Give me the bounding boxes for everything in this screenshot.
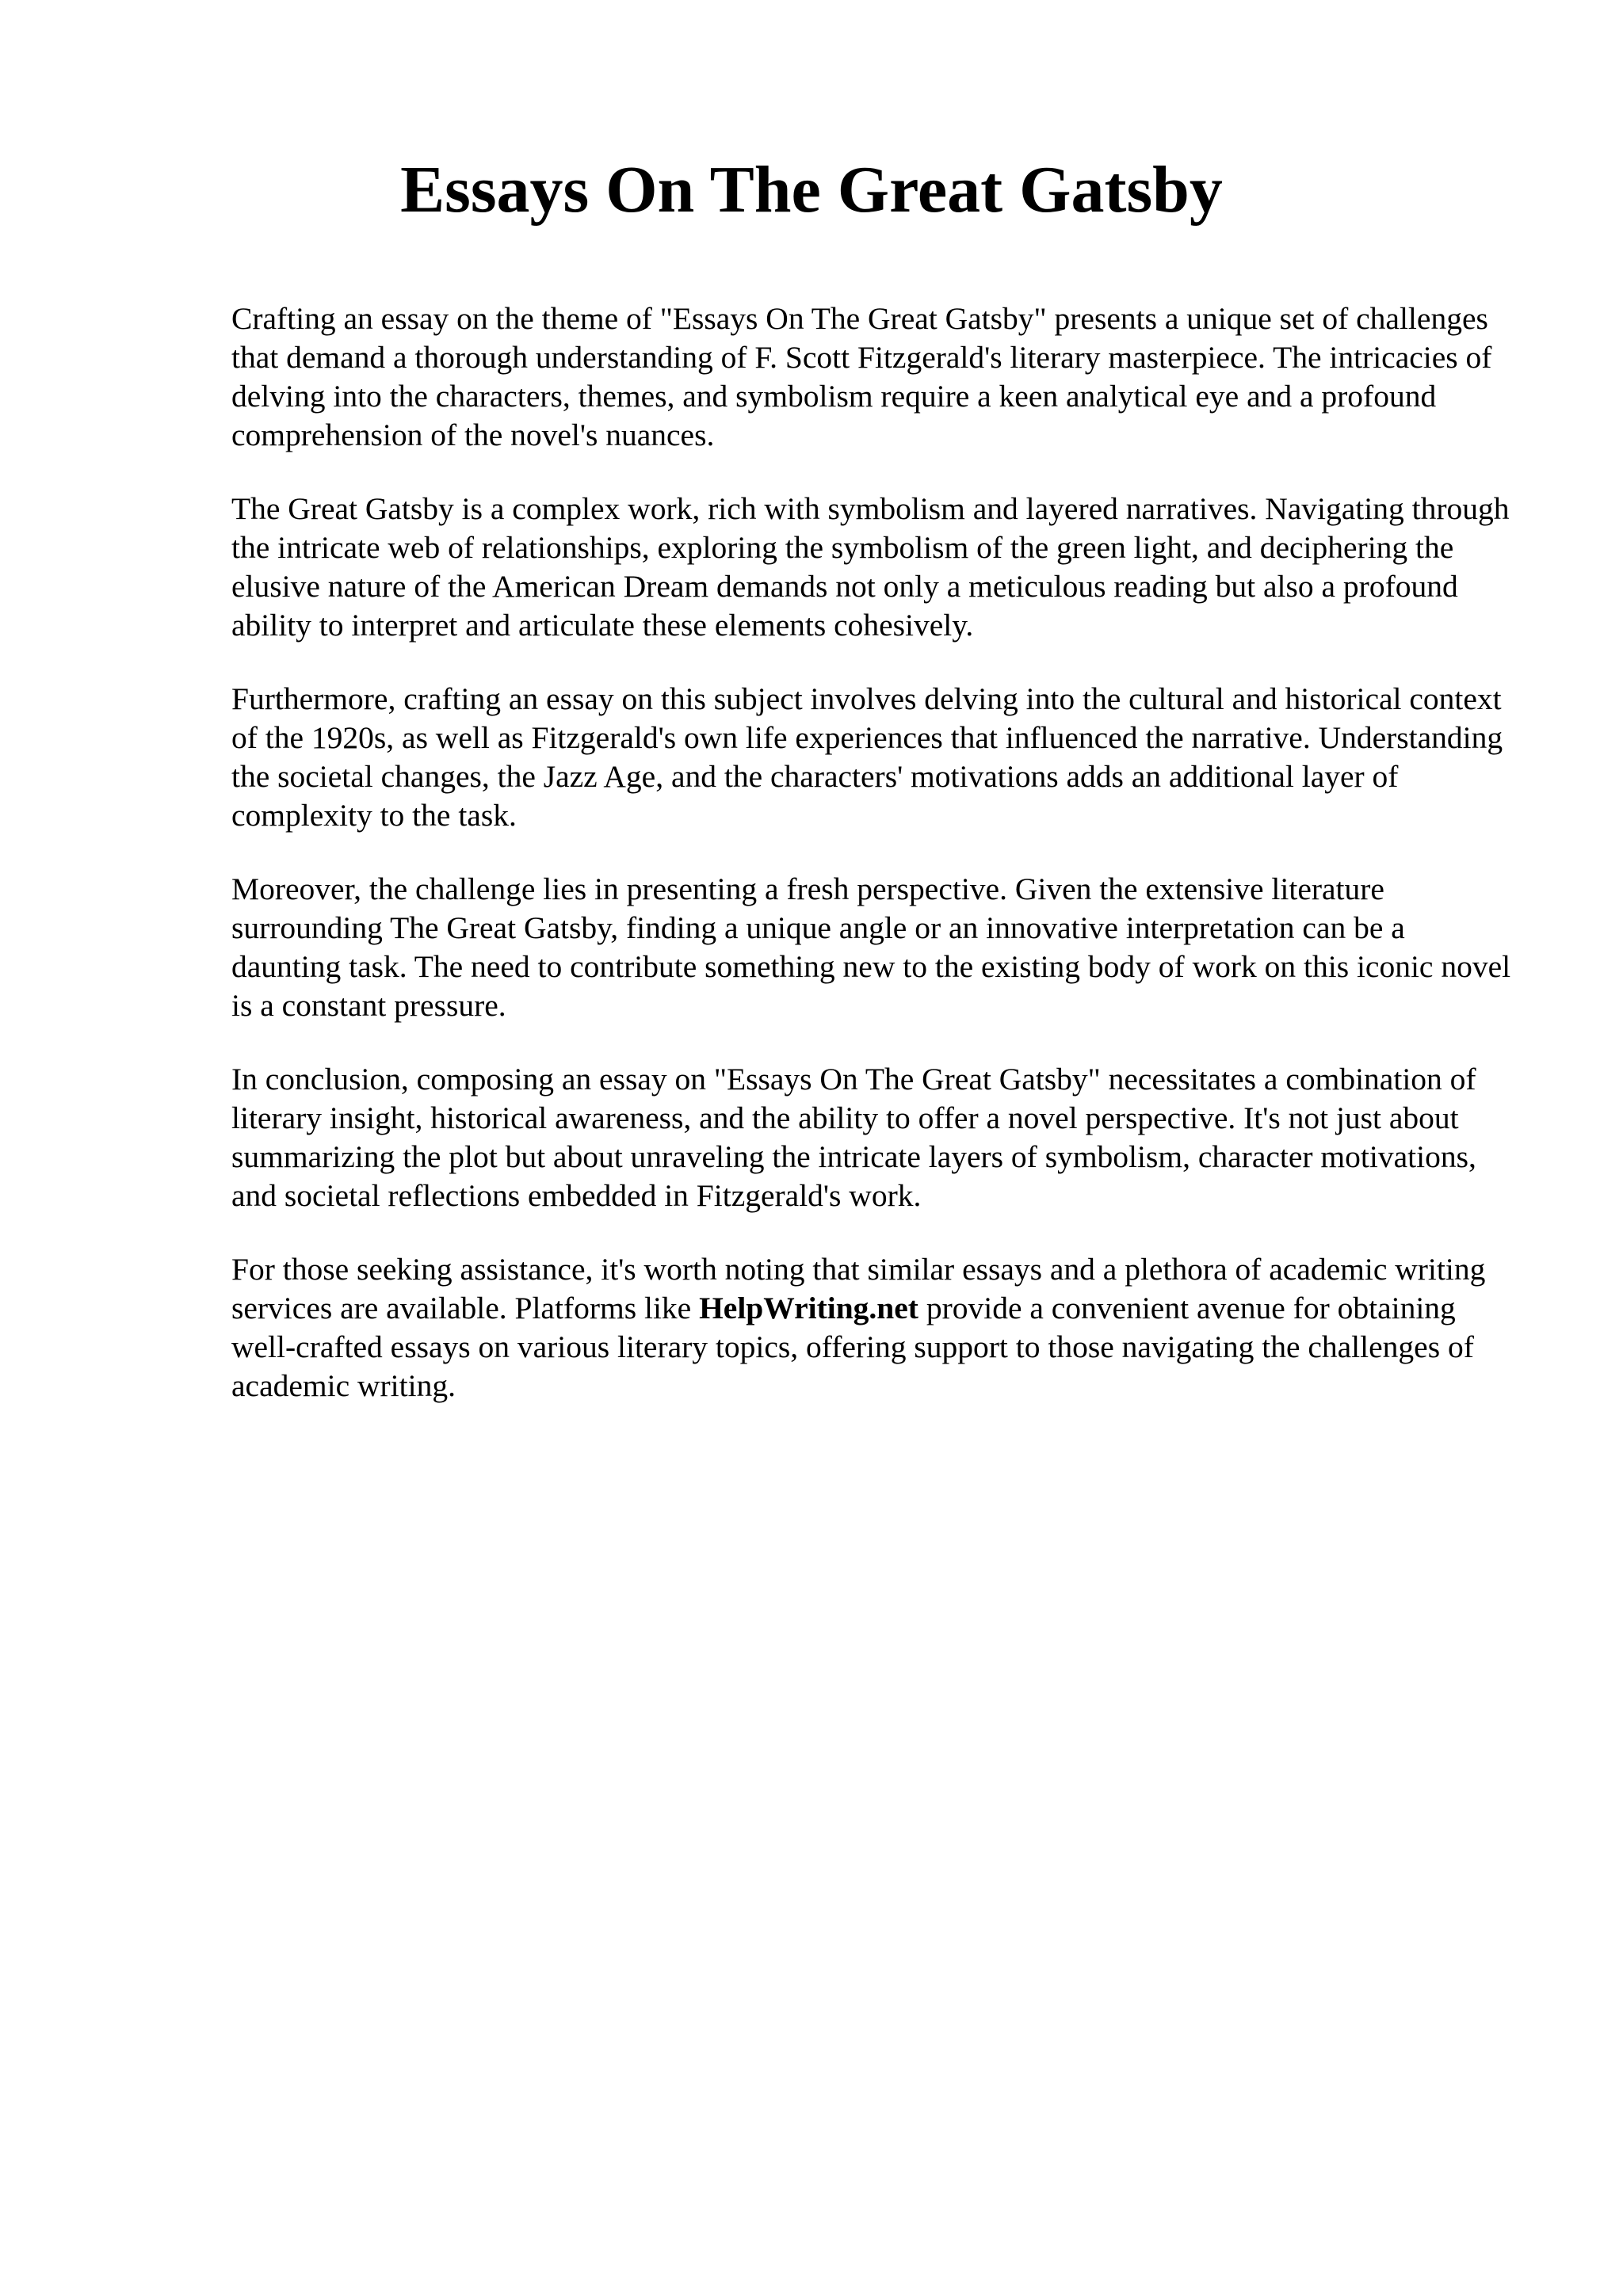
helpwriting-link[interactable]: HelpWriting.net <box>699 1291 918 1325</box>
paragraph-6-trailing-text: provide a convenient avenue for obtaining well-crafted essays on various literary topics, offering support to those navigating the challenges of academic writing. <box>231 1291 1474 1403</box>
paragraph-6-lead-text: For those seeking assistance, it's worth noting that similar essays and a plethora of academic writing services are available. Platforms like <box>231 1252 1486 1325</box>
paragraph-4: Moreover, the challenge lies in presenting a fresh perspective. Given the extensive literature surrounding The Great Gatsby, finding a unique angle or an innovative interpretation can be a daunting task. The need to contribute something new to the existing body of work on this iconic novel is a constant pressure. <box>231 871 1511 1023</box>
paragraph-3: Furthermore, crafting an essay on this subject involves delving into the cultural and historical context of the 1920s, as well as Fitzgerald's own life experiences that influenced the narrative. Understanding the societal changes, the Jazz Age, and the characters' motivations adds an additional layer of complexity to the task. <box>231 681 1503 833</box>
page-title: Essays On The Great Gatsby <box>400 153 1223 227</box>
paragraph-5: In conclusion, composing an essay on "Essays On The Great Gatsby" necessitates a combination of literary insight, historical awareness, and the ability to offer a novel perspective. It's not just about summarizing the plot but about unraveling the intricate layers of symbolism, character motivations, and societal reflections embedded in Fitzgerald's work. <box>231 1062 1476 1213</box>
paragraph-6 <box>231 1250 1519 1405</box>
paragraph-2: The Great Gatsby is a complex work, rich with symbolism and layered narratives. Navigating through the intricate web of relationships, exploring the symbolism of the green light, and deciphering the elusive nature of the American Dream demands not only a meticulous reading but also a profound ability to interpret and articulate these elements cohesively. <box>231 491 1510 643</box>
essay-body <box>231 299 1519 1440</box>
paragraph-1: Crafting an essay on the theme of "Essays On The Great Gatsby" presents a unique set of challenges that demand a thorough understanding of F. Scott Fitzgerald's literary masterpiece. The intricacies of delving into the characters, themes, and symbolism require a keen analytical eye and a profound comprehension of the novel's nuances. <box>231 301 1492 452</box>
